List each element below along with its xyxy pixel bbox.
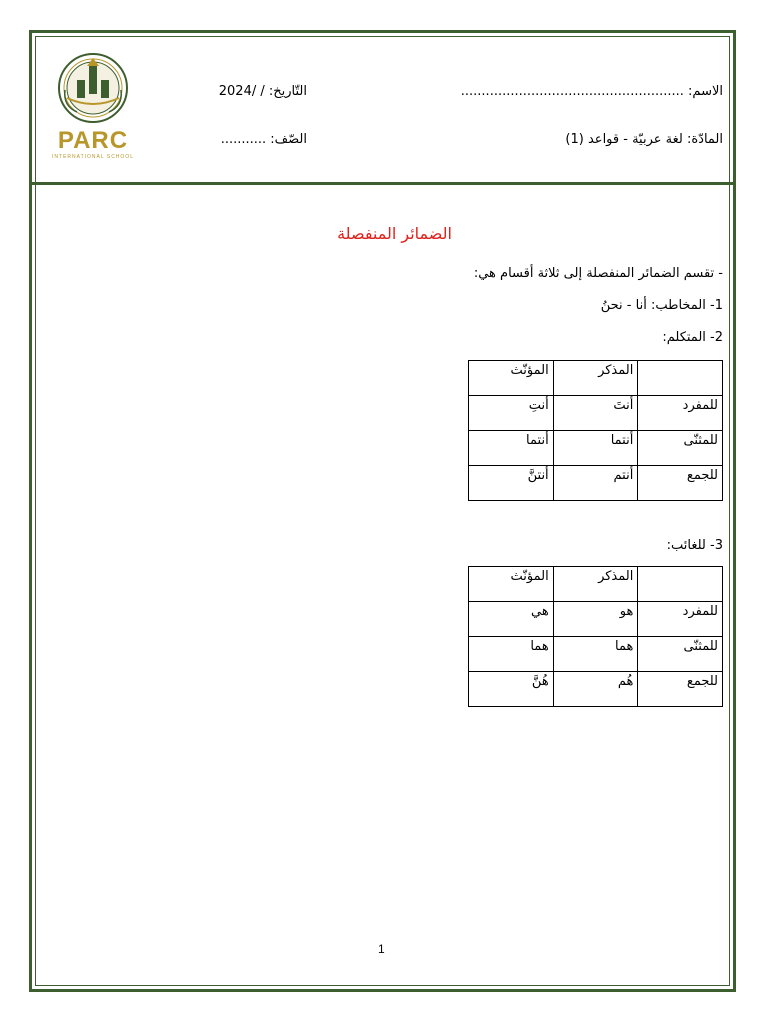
table-cell <box>638 567 723 602</box>
item-3-text: 3- للغائب: <box>666 538 723 553</box>
logo-text: PARC <box>57 127 129 154</box>
lesson-title: الضمائر المنفصلة <box>337 224 452 243</box>
intro-text: - تقسم الضمائر المنفصلة إلى ثلاثة أقسام هي: <box>473 266 723 281</box>
name-field: الاسم: ...................................................... <box>460 84 723 99</box>
table-row <box>469 637 723 672</box>
table-cell <box>638 361 723 396</box>
table-cell: للمثنّى <box>638 637 723 672</box>
table-row <box>469 466 723 501</box>
table-cell: المؤنّث <box>469 567 554 602</box>
table-row <box>469 672 723 707</box>
logo-subtext: INTERNATIONAL SCHOOL <box>52 154 134 160</box>
page-frame-inner <box>35 36 730 986</box>
table-row <box>469 431 723 466</box>
table-cell: أنتِ <box>469 396 554 431</box>
table-cell: للمفرد <box>638 396 723 431</box>
table-cell: للمثنّى <box>638 431 723 466</box>
item-2-text: 2- المتكلم: <box>662 330 723 345</box>
table-row <box>469 567 723 602</box>
subject-field: المادّة: لغة عربيّة - قواعد (1) <box>565 132 723 147</box>
date-field: التّاريخ: / /2024 <box>218 84 307 99</box>
table-cell: المذكر <box>553 361 638 396</box>
table-cell: للجمع <box>638 466 723 501</box>
table-cell: المذكر <box>553 567 638 602</box>
table-cell: المؤنّث <box>469 361 554 396</box>
table-cell: هي <box>469 602 554 637</box>
item-1-text: 1- المخاطب: أنا - نحنُ <box>600 298 723 313</box>
table-cell: أنتم <box>553 466 638 501</box>
table-cell: هُنَّ <box>469 672 554 707</box>
table-cell: أنتما <box>553 431 638 466</box>
table-cell: للجمع <box>638 672 723 707</box>
table-cell: هما <box>469 637 554 672</box>
table-cell: للمفرد <box>638 602 723 637</box>
table-cell: هُم <box>553 672 638 707</box>
table-row <box>469 602 723 637</box>
table-cell: هما <box>553 637 638 672</box>
class-field: الصّف: ........... <box>220 132 307 147</box>
speaker-pronouns-table <box>468 360 723 501</box>
table-cell: أنتَ <box>553 396 638 431</box>
table-row <box>469 361 723 396</box>
table-row <box>469 396 723 431</box>
absent-pronouns-table <box>468 566 723 707</box>
table-cell: أنتنَّ <box>469 466 554 501</box>
page-number: 1 <box>378 942 385 956</box>
table-cell: أنتما <box>469 431 554 466</box>
header-separator <box>32 182 733 185</box>
table-cell: هو <box>553 602 638 637</box>
page-frame <box>29 30 736 992</box>
